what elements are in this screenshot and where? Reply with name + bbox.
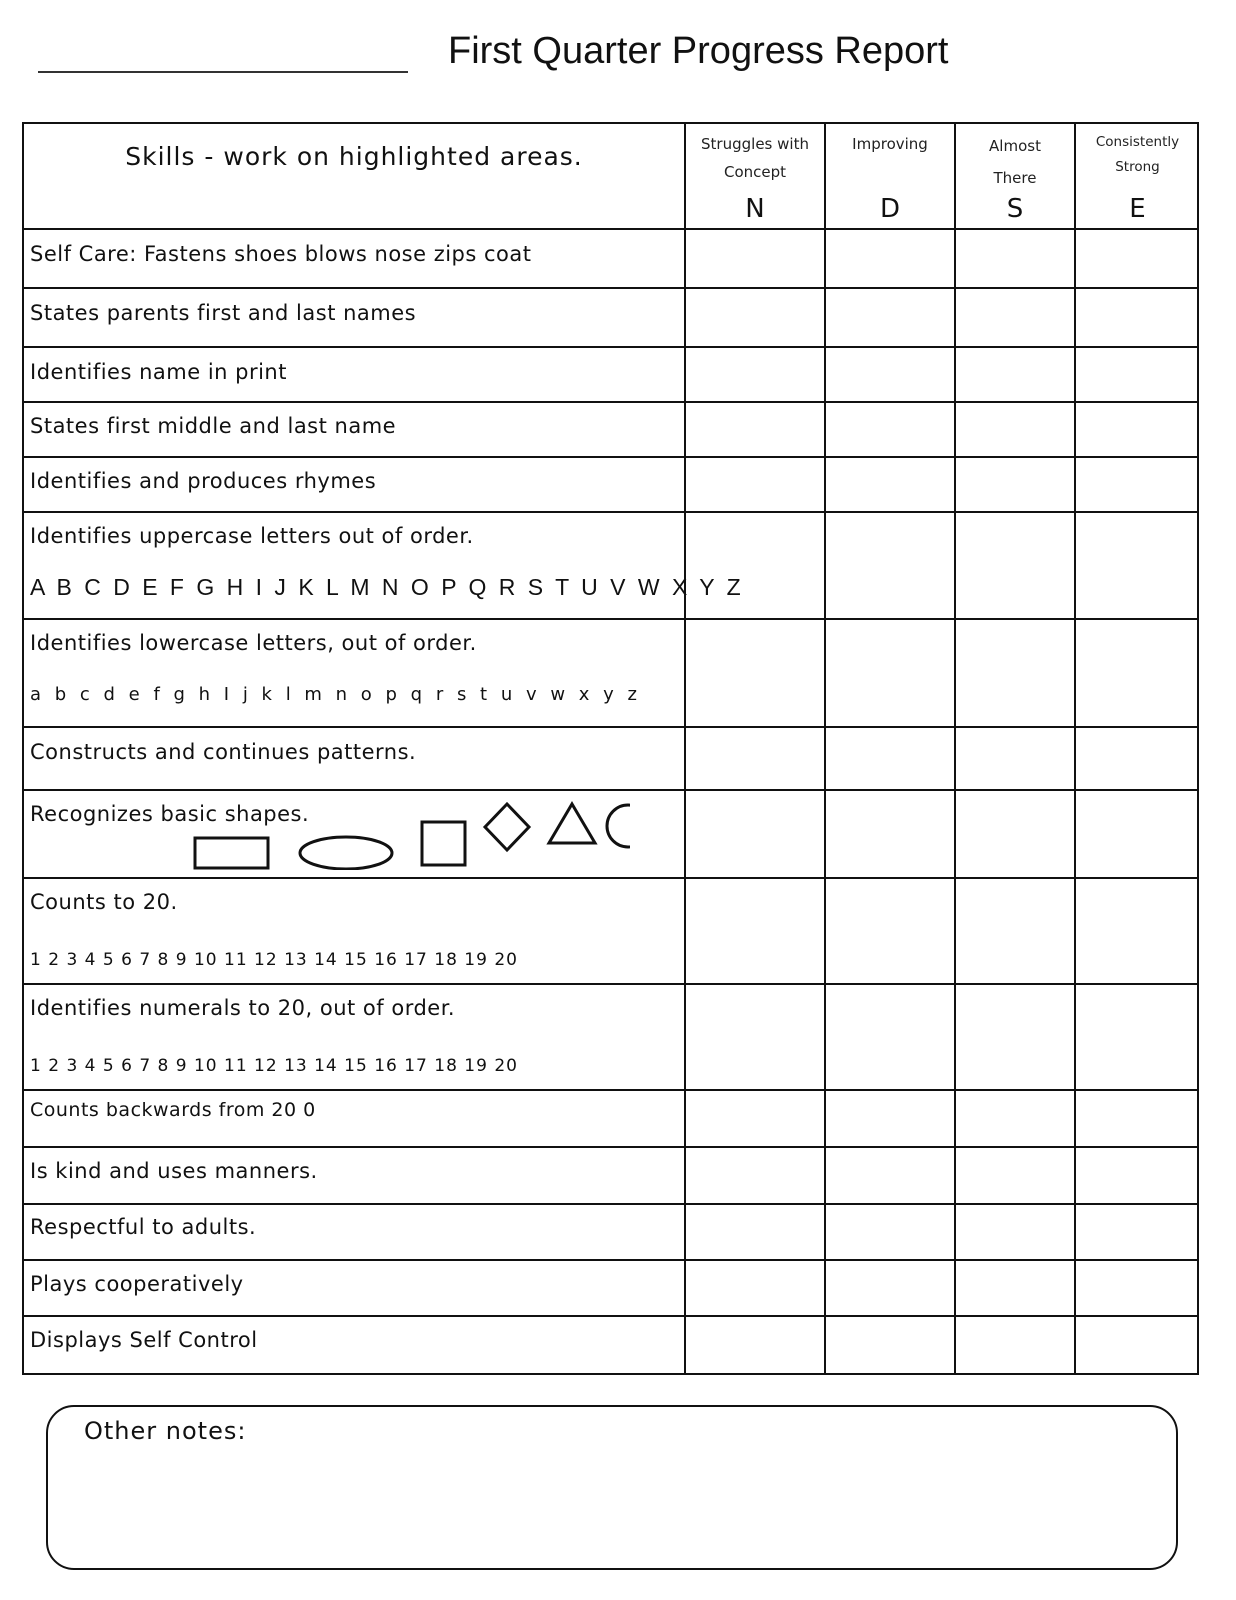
skill-cooperative: Plays cooperatively xyxy=(30,1272,244,1296)
row-divider xyxy=(24,726,1197,728)
lowercase-alphabet: a b c d e f g h I j k l m n o p q r s t u v w x y z xyxy=(30,684,641,705)
row-divider xyxy=(24,1203,1197,1205)
skill-patterns: Constructs and continues patterns. xyxy=(30,740,417,764)
column-letter: S xyxy=(1006,194,1024,224)
numbers-1-20: 1 2 3 4 5 6 7 8 9 10 11 12 13 14 15 16 17 18 19 20 xyxy=(30,950,518,970)
skill-kind-manners: Is kind and uses manners. xyxy=(30,1159,318,1183)
skill-uppercase: Identifies uppercase letters out of order. xyxy=(30,524,474,548)
row-divider xyxy=(24,1315,1197,1317)
column-label: Struggles with Concept xyxy=(701,135,809,181)
other-notes-box[interactable] xyxy=(46,1405,1178,1570)
skill-shapes: Recognizes basic shapes. xyxy=(30,802,310,826)
circle-icon xyxy=(607,805,630,847)
row-divider xyxy=(24,1089,1197,1091)
row-divider xyxy=(24,401,1197,403)
column-letter: E xyxy=(1129,194,1146,224)
column-label: Improving xyxy=(852,135,928,153)
column-letter: D xyxy=(879,194,901,224)
skill-numerals: Identifies numerals to 20, out of order. xyxy=(30,996,456,1020)
column-letter: N xyxy=(745,194,765,224)
column-header-d xyxy=(826,124,954,228)
rectangle-icon xyxy=(195,838,268,868)
column-header-n xyxy=(686,124,824,228)
column-header-e xyxy=(1076,124,1199,228)
row-divider xyxy=(24,877,1197,879)
row-divider xyxy=(24,456,1197,458)
square-icon xyxy=(422,822,465,865)
diamond-icon xyxy=(485,804,529,850)
skill-full-name: States first middle and last name xyxy=(30,414,397,438)
skill-self-control: Displays Self Control xyxy=(30,1328,258,1352)
column-header-s xyxy=(956,124,1074,228)
row-divider xyxy=(24,511,1197,513)
skills-heading: Skills - work on highlighted areas. xyxy=(125,142,583,171)
skill-self-care: Self Care: Fastens shoes blows nose zips coat xyxy=(30,242,532,266)
row-divider xyxy=(24,1146,1197,1148)
triangle-icon xyxy=(549,804,595,843)
row-divider xyxy=(24,1259,1197,1261)
row-divider xyxy=(24,287,1197,289)
ellipse-icon xyxy=(300,837,392,869)
skills-table xyxy=(22,122,1199,1375)
name-blank-line[interactable] xyxy=(38,71,408,73)
skill-rhymes: Identifies and produces rhymes xyxy=(30,469,377,493)
column-divider xyxy=(1074,124,1076,1373)
row-divider xyxy=(24,983,1197,985)
column-label: Almost There xyxy=(989,137,1041,187)
skill-count-20: Counts to 20. xyxy=(30,890,178,914)
row-divider xyxy=(24,228,1197,230)
column-divider xyxy=(954,124,956,1373)
skill-lowercase: Identifies lowercase letters, out of order. xyxy=(30,631,477,655)
column-divider xyxy=(824,124,826,1373)
skill-name-in-print: Identifies name in print xyxy=(30,360,287,384)
page-title: First Quarter Progress Report xyxy=(448,30,949,72)
skill-respectful: Respectful to adults. xyxy=(30,1215,257,1239)
other-notes-label: Other notes: xyxy=(84,1417,247,1445)
basic-shapes-illustration xyxy=(170,790,630,870)
row-divider xyxy=(24,346,1197,348)
skill-parent-names: States parents first and last names xyxy=(30,301,417,325)
uppercase-alphabet: A B C D E F G H I J K L M N O P Q R S T U V W X Y Z xyxy=(30,574,744,600)
row-divider xyxy=(24,618,1197,620)
skill-count-backwards: Counts backwards from 20 0 xyxy=(30,1099,316,1121)
column-label: Consistently Strong xyxy=(1095,134,1180,175)
numbers-1-20: 1 2 3 4 5 6 7 8 9 10 11 12 13 14 15 16 17 18 19 20 xyxy=(30,1056,518,1076)
column-divider xyxy=(684,124,686,1373)
